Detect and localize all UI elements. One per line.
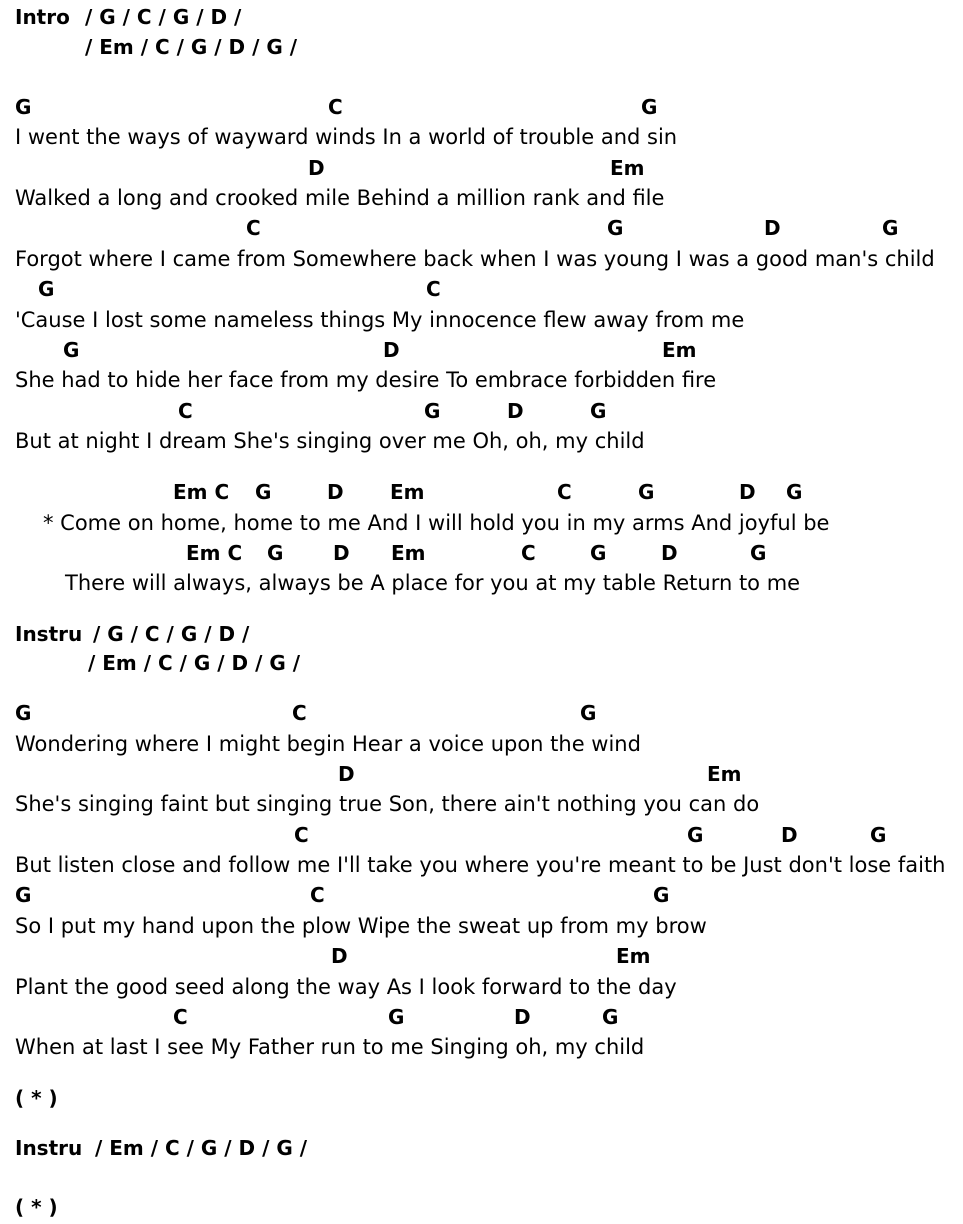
chord: D [514, 1005, 531, 1029]
instru-chords-line1: / Em / C / G / D / G / [95, 1136, 308, 1160]
chord: Em C [173, 480, 230, 504]
chord: Em [616, 944, 651, 968]
chord: G [870, 823, 887, 847]
chord: G [15, 701, 32, 725]
lyric-line: She had to hide her face from my desire To embrace forbidden fire [15, 368, 717, 392]
chord: D [739, 480, 756, 504]
chord: D [764, 216, 781, 240]
chord: G [786, 480, 803, 504]
intro-chords-line1: / G / C / G / D / [85, 5, 242, 29]
lyric-line: She's singing faint but singing true Son, there ain't nothing you can do [15, 792, 760, 816]
lyric-line: But at night I dream She's singing over me Oh, oh, my child [15, 429, 645, 453]
chord: Em [391, 541, 426, 565]
lyric-line: I went the ways of wayward winds In a world of trouble and sin [15, 125, 678, 149]
chord: G [653, 883, 670, 907]
lyric-line: There will always, always be A place for you at my table Return to me [65, 571, 801, 595]
instru-label: Instru [15, 622, 83, 646]
lyric-line: 'Cause I lost some nameless things My innocence flew away from me [15, 308, 745, 332]
chord: C [310, 883, 325, 907]
lyric-line: Forgot where I came from Somewhere back when I was young I was a good man's child [15, 247, 935, 271]
chord: D [308, 156, 325, 180]
instru-chords-line1: / G / C / G / D / [93, 622, 250, 646]
lyric-line: When at last I see My Father run to me Singing oh, my child [15, 1035, 645, 1059]
chord: G [424, 399, 441, 423]
chord: G [750, 541, 767, 565]
chord: G [63, 338, 80, 362]
intro-chords-line2: / Em / C / G / D / G / [85, 35, 298, 59]
chord: C [426, 277, 441, 301]
lyric-line: Walked a long and crooked mile Behind a million rank and file [15, 186, 665, 210]
chord: G [638, 480, 655, 504]
chord: Em [662, 338, 697, 362]
chord: G [255, 480, 272, 504]
chord: D [338, 762, 355, 786]
lyric-line: * Come on home, home to me And I will hold you in my arms And joyful be [43, 511, 830, 535]
chord: D [331, 944, 348, 968]
lyric-line: Wondering where I might begin Hear a voice upon the wind [15, 732, 641, 756]
chorus-reference: ( * ) [15, 1195, 58, 1219]
chord: G [641, 95, 658, 119]
chord: C [246, 216, 261, 240]
chord: C [294, 823, 309, 847]
chord: G [590, 399, 607, 423]
lyric-line: But listen close and follow me I'll take you where you're meant to be Just don't lose faith [15, 853, 946, 877]
lyric-line: Plant the good seed along the way As I look forward to the day [15, 975, 677, 999]
chord: Em [610, 156, 645, 180]
chord: G [267, 541, 284, 565]
chord: G [687, 823, 704, 847]
chord: Em C [186, 541, 243, 565]
chord: G [38, 277, 55, 301]
chord: C [292, 701, 307, 725]
chord: Em [707, 762, 742, 786]
chord: D [781, 823, 798, 847]
intro-label: Intro [15, 5, 70, 29]
chord: C [521, 541, 536, 565]
chord: D [661, 541, 678, 565]
instru-chords-line2: / Em / C / G / D / G / [88, 651, 301, 675]
chord: G [15, 883, 32, 907]
chord: Em [390, 480, 425, 504]
chord: C [178, 399, 193, 423]
chord: G [590, 541, 607, 565]
lyric-line: So I put my hand upon the plow Wipe the sweat up from my brow [15, 914, 707, 938]
chord: D [327, 480, 344, 504]
chorus-reference: ( * ) [15, 1086, 58, 1110]
chord: C [557, 480, 572, 504]
chord: G [882, 216, 899, 240]
chord: G [602, 1005, 619, 1029]
chord: D [507, 399, 524, 423]
chord: C [328, 95, 343, 119]
chord: C [173, 1005, 188, 1029]
chord: G [580, 701, 597, 725]
instru-label: Instru [15, 1136, 83, 1160]
chord: G [15, 95, 32, 119]
chord: G [607, 216, 624, 240]
chord: D [383, 338, 400, 362]
chord: G [388, 1005, 405, 1029]
chord: D [333, 541, 350, 565]
